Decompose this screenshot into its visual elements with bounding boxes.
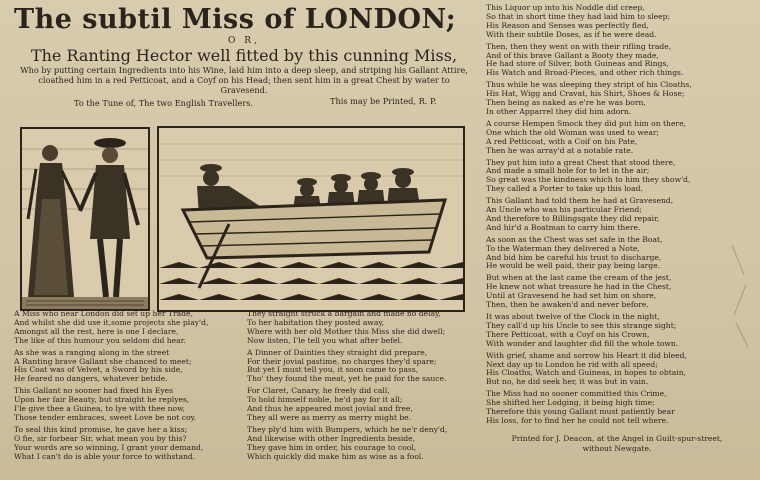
verse-line: So that in short time they had laid him to sleep; <box>486 12 671 21</box>
verse-line: A red Petticoat, with a Coif on his Pate, <box>486 137 638 146</box>
verse-line: But no, he did seek her, it was but in vain. <box>486 378 649 387</box>
verse-line: And of this brave Gallant a Booty they made, <box>486 51 659 60</box>
verse-line: They ply'd him with Bumpers, which he ne'r deny'd, <box>247 424 448 434</box>
ballad-title: The subtil Miss of LONDON; <box>14 4 457 35</box>
verse-line: An Uncle who was his particular Friend; <box>486 206 642 215</box>
verse-line: To hold himself noble, he'd pay for it all; <box>247 395 403 405</box>
verse-line: And therefore to Billingsgate they did repair, <box>486 214 660 223</box>
verse-line: A course Hempen Smock they did put him on there, <box>486 119 686 128</box>
verse-line: Now listen, I'le tell you what after befel. <box>247 335 403 345</box>
verse-line: And whilst she did use it,some projects she play'd, <box>14 317 209 327</box>
ballad-subtitle: The Ranting Hector well fitted by this cunning Miss, <box>30 46 458 65</box>
verse-line: Which quickly did make him as wise as a fool. <box>247 451 424 461</box>
verse-line: Then, then he awaken'd and never before. <box>486 301 649 310</box>
verse-line: His Watch and Broad-Pieces, and other rich things. <box>486 69 684 78</box>
verse-line: For Claret, Canary, he freely did call, <box>247 386 390 396</box>
ballad-description: Who by putting certain Ingredients into his Wine, laid him into a deep sleep, and striping his Gallant Attire, cloathed him in a red Petticoat, and a Coyf on his Head; then sent him in a great Chest by water to Gravesend. <box>20 65 468 95</box>
verse-line: His Cloaths, Watch and Guineas, in hopes to obtain, <box>486 369 687 378</box>
verse-line: A Dinner of Dainties they straight did prepare, <box>247 347 428 357</box>
tune-row <box>14 96 474 108</box>
verse-line: His Reason and Senses was perfectly fled, <box>486 21 649 30</box>
verse-line: As soon as the Chest was set safe in the Boat, <box>486 235 663 244</box>
verse-line: To the Waterman they delivered a Note, <box>486 244 640 253</box>
verse-line: And likewise with other Ingredients beside, <box>247 433 416 443</box>
verse-line: O fie, sir forbear Sir, what mean you by this? <box>14 433 187 443</box>
verse-line: The like of this humour you seldom did hear. <box>14 335 186 345</box>
verse-line: They put him into a great Chest that stood there, <box>486 158 676 167</box>
left-panel <box>14 4 474 476</box>
right-panel <box>486 4 748 476</box>
verse-line: His loss, for to find her he could not tell where. <box>486 416 669 425</box>
verse-line: And bid him be careful his trust to discharge, <box>486 253 662 262</box>
verse-line: He would be well paid, their pay being large. <box>486 262 661 271</box>
verse-line: There Petticoat, with a Coyf on his Crown, <box>486 330 650 339</box>
or-divider: O R, <box>228 36 260 46</box>
woodcut-boat <box>157 126 465 312</box>
imprint-line-1: Printed for J. Deacon, at the Angel in Guilt-spur-street, <box>511 433 723 443</box>
pencil-annotation-mark <box>726 235 752 355</box>
verse-line: They gave him in order, his courage to cool, <box>247 442 417 452</box>
verse-line: I'le give thee a Guinea, to lye with thee now, <box>14 404 186 414</box>
verse-line: Tho' they found the meat, yet he paid for the sauce. <box>247 374 447 384</box>
verse-column-a <box>14 310 240 462</box>
verse-line: Until at Gravesend he had set him on shore, <box>486 292 657 301</box>
verse-line: A Miss who near London did set up her Trade, <box>14 310 193 318</box>
verse-line: A Ranting brave Gallant she chanced to meet; <box>14 356 192 366</box>
verse-line: This Gallant no sooner had fixed his Eyes <box>14 386 174 396</box>
woodcut-couple-illustration <box>22 129 148 309</box>
verse-line: Upon her fair Beauty, but straight he replyes, <box>14 395 190 405</box>
verse-line: They straight struck a bargain and made no delay, <box>247 310 441 318</box>
verse-line: To seal this kind promise, he gave her a kiss; <box>14 424 188 434</box>
verse-line: He feared no dangers, whatever betide. <box>14 374 168 384</box>
verse-line: This Liquor up into his Noddle did creep, <box>486 4 645 12</box>
verse-line: His Hat, Wigg and Cravat, his Shirt, Shoes & Hose; <box>486 90 685 99</box>
verse-line: It was about twelve of the Clock in the night, <box>486 313 660 321</box>
verse-line: For their jovial pastime, no charges they'd spare; <box>247 356 437 366</box>
tune-line: To the Tune of, The two English Travellers. <box>74 98 254 108</box>
license-line: This may be Printed, R. P. <box>330 96 437 106</box>
verse-line: And thus he appeared most jovial and free, <box>247 404 413 414</box>
verse-line: Thus while he was sleeping they stript of his Cloaths, <box>486 81 692 90</box>
verse-line: Therefore this young Gallant must patiently bear <box>486 408 675 417</box>
verse-line: And hir'd a Boatman to carry him there. <box>486 223 641 232</box>
verse-line: This Gallant had told them he had at Gravesend, <box>486 197 674 206</box>
verse-line: With wonder and laughter did fill the whole town. <box>486 339 679 348</box>
verse-line: Where with her old Mother this Miss she did dwell; <box>247 326 446 336</box>
verse-column-b <box>247 310 473 462</box>
woodcut-couple <box>20 127 150 311</box>
verse-column-c <box>486 4 748 426</box>
verse-line: So great was the kindness which to him they show'd, <box>486 176 691 185</box>
verse-line: Those tender embraces, sweet Love be not coy. <box>14 412 197 422</box>
verse-line: He had store of Silver, both Guineas and Rings, <box>486 60 669 69</box>
verse-line: And made a small hole for to let in the air; <box>486 167 650 176</box>
verse-line: What I can't do is able your force to withstand. <box>14 451 196 461</box>
verse-line: With grief, shame and sorrow his Heart it did bleed, <box>486 351 687 360</box>
verse-line: She shifted her Lodging, it being high time; <box>486 399 655 408</box>
verse-line: With their subtile Doses, as if he were dead. <box>486 30 657 39</box>
verse-line: In other Apparrel they did him adorn. <box>486 107 632 116</box>
verse-line: But yet I must tell you, it soon came to pass, <box>247 365 419 375</box>
verse-line: He knew not what treasure he had in the Chest, <box>486 283 672 292</box>
verse-line: Amongst all the rest, here is one I declare, <box>14 326 179 336</box>
verse-line: Then being as naked as e're he was born, <box>486 99 646 108</box>
verse-line: Your words are so winning, I grant your demand, <box>14 442 204 452</box>
verse-line: They all were as merry as merry might be. <box>247 412 412 422</box>
verse-line: They call'd up his Uncle to see this strange sight; <box>486 321 677 330</box>
verse-line: His Coat was of Velvet, a Sword by his side, <box>14 365 183 375</box>
verse-line: To her habitation they posted away, <box>247 317 385 327</box>
verse-line: But when at the last came the cream of the jest, <box>486 274 672 283</box>
woodcut-boat-illustration <box>159 128 463 310</box>
verse-line: As she was a ranging along in the street <box>14 347 170 357</box>
verse-line: They called a Porter to take up this load. <box>486 185 643 194</box>
verse-line: Then he was array'd at a notable rate. <box>486 146 634 155</box>
imprint <box>486 434 748 454</box>
verse-line: Next day up to London he rid with all speed; <box>486 360 658 369</box>
verse-line: The Miss had no sooner committed this Crime, <box>486 390 667 399</box>
verse-line: Then, then they went on with their rifling trade, <box>486 42 672 51</box>
verse-line: One which the old Woman was used to wear; <box>486 128 660 137</box>
imprint-line-2: without Newgate. <box>582 443 652 453</box>
